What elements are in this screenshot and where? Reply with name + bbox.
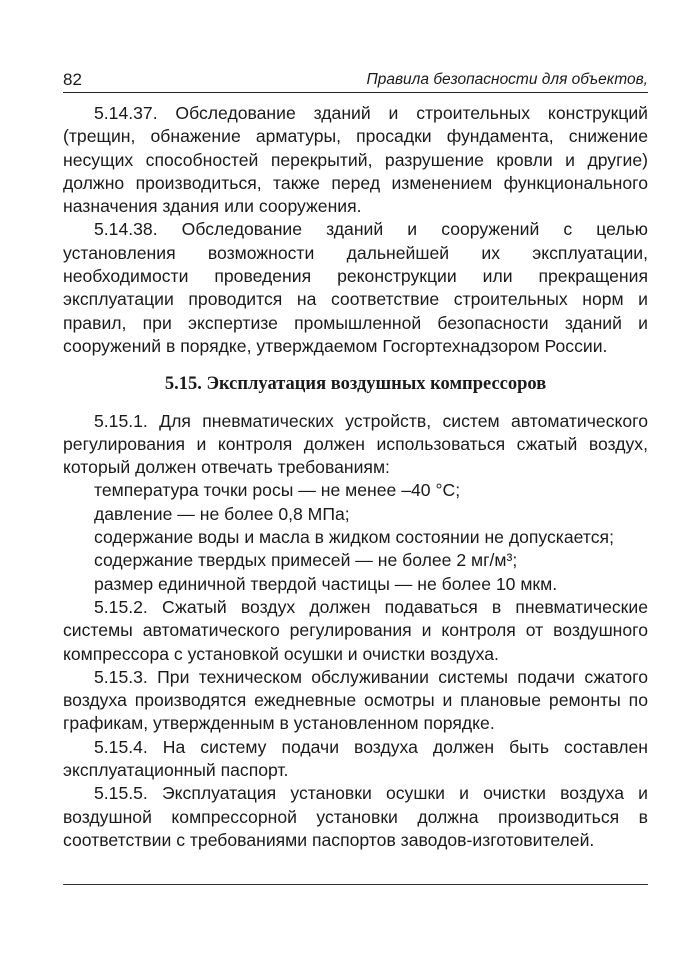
- page-header: [63, 68, 648, 93]
- requirement-pressure: давление — не более 0,8 МПа;: [94, 503, 350, 524]
- requirement-particle-size: размер единичной твердой частицы — не более 10 мкм.: [94, 573, 558, 594]
- page-number: 82: [63, 70, 82, 89]
- paragraph-5-15-1: 5.15.1. Для пневматических устройств, систем автоматического регулирования и контроля должен использоваться сжатый воздух, который должен отвечать требованиям:: [63, 410, 648, 478]
- paragraph-5-14-38: 5.14.38. Обследование зданий и сооружений с целью установления возможности дальнейшей их эксплуатации, необходимости проведения реконструкции или прекращения эксплуатации проводится на соответствие строительных норм и правил, при экспертизе промышленной безопасности зданий и сооружений в порядке, утверждаемом Госгортехнадзором России.: [63, 219, 648, 356]
- footer-divider: [63, 884, 648, 885]
- paragraph-5-15-5: 5.15.5. Эксплуатация установки осушки и очистки воздуха и воздушной компрессорной установки должна производиться в соответствии с требованиями паспортов заводов-изготовителей.: [63, 783, 648, 850]
- running-title: Правила безопасности для объектов,: [366, 71, 648, 88]
- requirement-dew-point: температура точки росы — не менее –40 °С;: [94, 480, 461, 501]
- paragraph-5-15-4: 5.15.4. На систему подачи воздуха должен быть составлен эксплуатационный паспорт.: [63, 736, 648, 781]
- requirement-water-oil: содержание воды и масла в жидком состоянии не допускается;: [94, 527, 614, 548]
- requirement-solid-impurities: содержание твердых примесей — не более 2 мг/м³;: [94, 550, 518, 571]
- paragraph-5-14-37: 5.14.37. Обследование зданий и строительных конструкций (трещин, обнажение арматуры, просадки фундамента, снижение несущих способностей перекрытий, разрушение кровли и другие) должно производиться, также перед изменением функционального назначения здания или сооружения.: [63, 103, 648, 217]
- paragraph-5-15-2: 5.15.2. Сжатый воздух должен подаваться в пневматические системы автоматического регулирования и контроля от воздушного компрессора с установкой осушки и очистки воздуха.: [63, 596, 648, 664]
- section-heading: 5.15. Эксплуатация воздушных компрессоров: [164, 374, 547, 395]
- paragraph-5-15-3: 5.15.3. При техническом обслуживании системы подачи сжатого воздуха производятся ежедневные осмотры и плановые ремонты по графикам, утвержденным в установленном порядке.: [63, 666, 648, 734]
- page-body: [63, 102, 648, 852]
